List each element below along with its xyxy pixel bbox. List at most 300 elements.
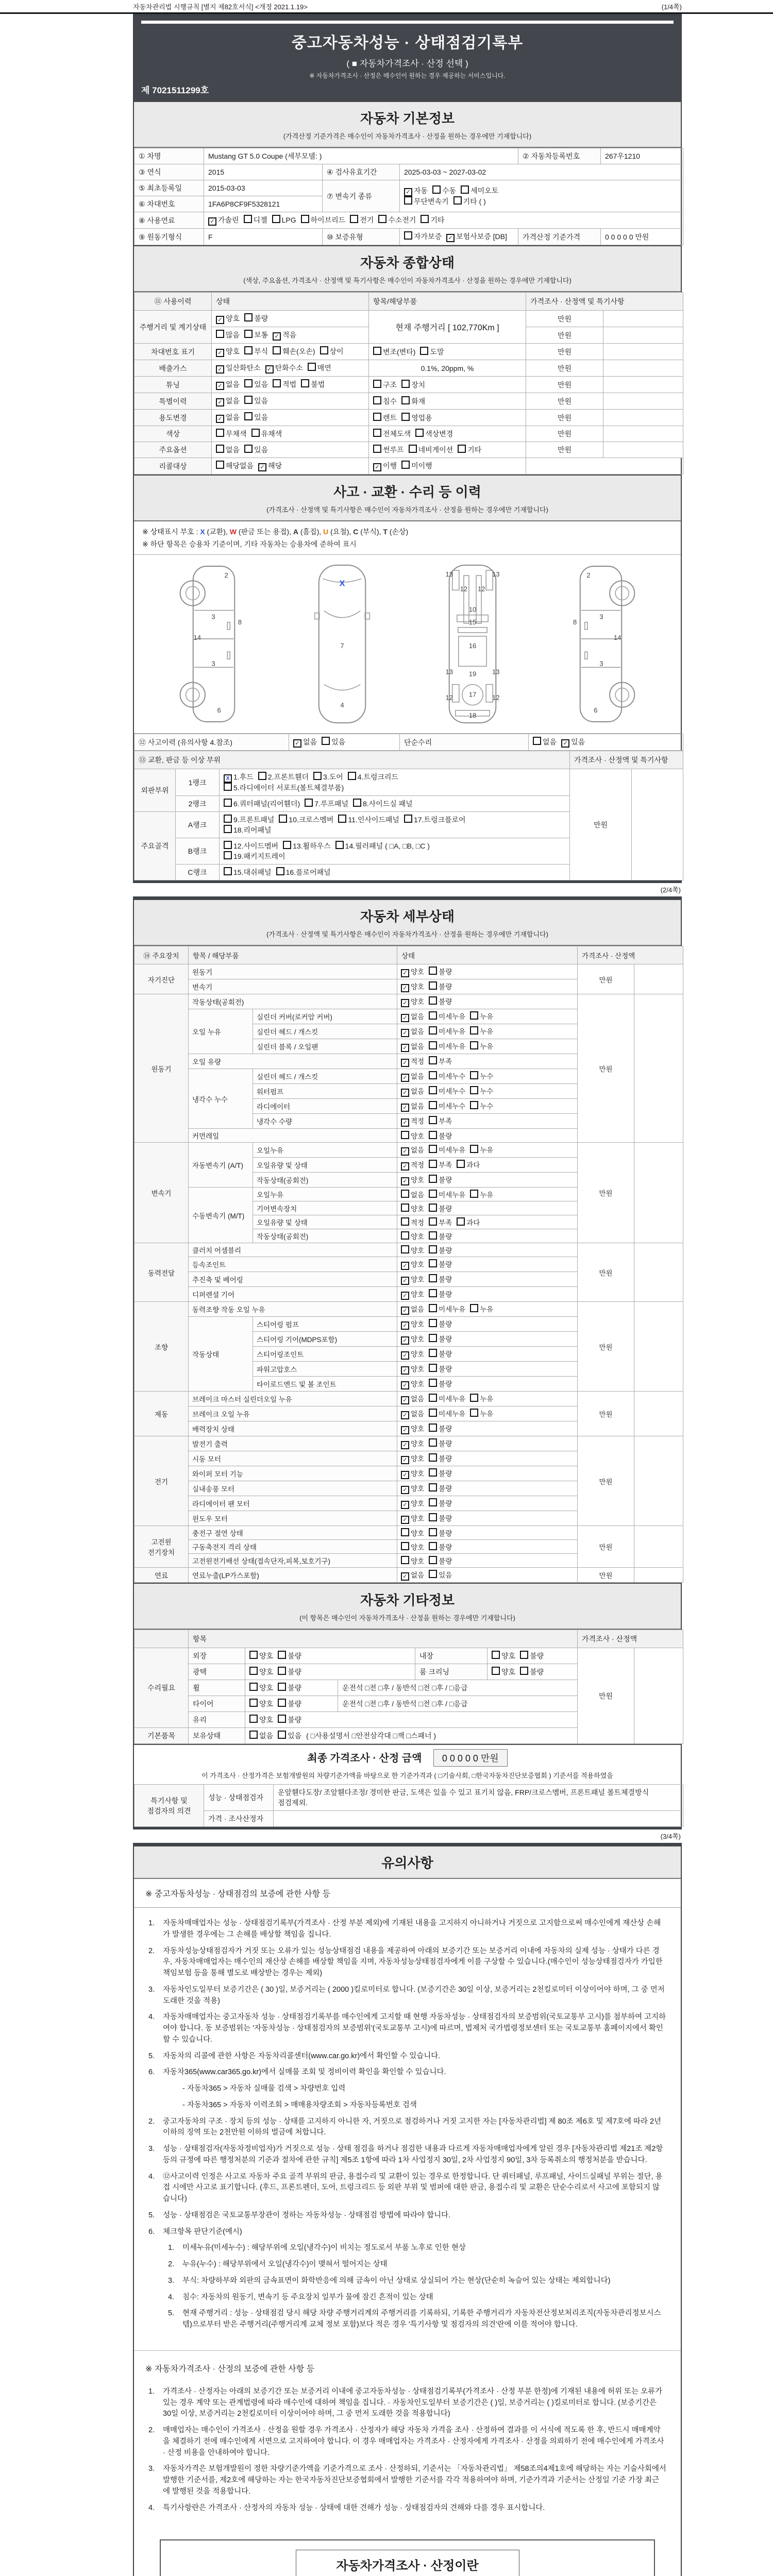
checkbox[interactable] — [492, 1652, 515, 1660]
checkbox-box — [429, 1483, 437, 1492]
checkbox-checked[interactable] — [401, 1028, 424, 1036]
table-row — [135, 1392, 683, 1406]
checkbox[interactable] — [457, 1219, 480, 1227]
checkbox[interactable] — [429, 1233, 452, 1241]
section-note: (가격조사 · 산정액 및 특기사항은 매수인이 자동차가격조사 · 산정을 원하는 경우에만 기재합니다) — [266, 930, 548, 938]
checkbox-label: 양호 — [259, 1684, 274, 1692]
checkbox-checked[interactable] — [216, 380, 240, 388]
checkbox-x-marked[interactable] — [224, 773, 254, 781]
row-label-cell — [189, 964, 397, 979]
checkbox[interactable] — [401, 1247, 424, 1255]
checkbox[interactable] — [350, 216, 374, 224]
checkbox[interactable] — [378, 216, 416, 224]
checkbox-box — [401, 1217, 409, 1226]
checkbox-box: ✓ — [401, 1014, 409, 1022]
checkbox-checked[interactable] — [401, 1146, 424, 1154]
checkbox-checked[interactable] — [401, 1261, 424, 1268]
diagram-zone-number: 14 — [193, 633, 201, 641]
row-label-cell — [253, 1084, 397, 1099]
table-cell — [603, 360, 683, 377]
caution-item-text: 자동차매매업자는 중고자동차 성능 · 상태점검기록부를 매수인에게 고지할 때 현행 자동차성능 · 상태점검자의 보증범위(국토교통부 고시)를 첨부하여 고지하여야 합니다. 동 보증범위는 '자동차성능 · 상태점검자의 보증범위'(국토교통부 고시)에 따르며, 법제처 국가법령정보센터 또는 국토교통부 홈페이지에서 확인할 수 있습니다. — [163, 2013, 666, 2044]
checkbox-label: 미이행 — [411, 462, 432, 470]
checkbox-box — [308, 363, 316, 371]
checkbox-box — [429, 1071, 437, 1079]
cell-text: 만원 — [557, 413, 572, 422]
cell-text: 디퍼렌셜 기어 — [192, 1291, 234, 1299]
checkbox-checked[interactable] — [273, 331, 296, 339]
checkbox[interactable] — [401, 1219, 424, 1227]
checkbox[interactable] — [278, 1732, 301, 1740]
checkbox[interactable] — [470, 1146, 493, 1154]
table-cell — [245, 1696, 338, 1712]
checkbox[interactable] — [520, 1668, 544, 1676]
table-cell — [634, 1648, 683, 1744]
checkbox[interactable] — [401, 1233, 424, 1241]
checkbox-label: 양호 — [411, 1380, 425, 1388]
caution-subheader-2: ※ 자동차가격조사 · 산정의 보증에 관한 사항 등 — [145, 2364, 315, 2374]
checkbox-checked[interactable] — [216, 413, 240, 421]
checkbox-checked[interactable] — [401, 1571, 424, 1579]
checkbox[interactable] — [305, 800, 348, 808]
checkbox[interactable] — [216, 331, 240, 339]
checkbox[interactable] — [429, 1530, 452, 1537]
checkbox[interactable] — [429, 1261, 452, 1268]
checkbox[interactable] — [429, 1544, 452, 1551]
checkbox[interactable] — [373, 348, 415, 356]
checkbox[interactable] — [216, 462, 254, 470]
checkbox-label: 양호 — [411, 1350, 425, 1358]
row-label-cell — [204, 1811, 274, 1827]
checkbox[interactable] — [429, 1146, 465, 1154]
status-symbol: A — [293, 528, 298, 536]
checkbox[interactable] — [401, 1557, 424, 1565]
cell-text: 추진축 및 베어링 — [192, 1276, 243, 1284]
checkbox[interactable] — [249, 1668, 273, 1676]
table-row — [135, 442, 683, 458]
checkbox[interactable] — [224, 842, 278, 850]
checkbox[interactable] — [404, 816, 466, 824]
checkbox[interactable] — [457, 1161, 480, 1169]
table-cell — [397, 1481, 578, 1496]
checkbox[interactable] — [420, 348, 444, 356]
checkbox-checked[interactable] — [401, 1500, 424, 1507]
section-title: 자동차 기타정보 — [360, 1592, 455, 1608]
checkbox-checked[interactable] — [401, 1291, 424, 1298]
checkbox-checked[interactable] — [401, 1176, 424, 1184]
checkbox[interactable] — [409, 446, 453, 454]
checkbox-box — [429, 1513, 437, 1521]
checkbox[interactable] — [373, 414, 397, 422]
checkbox[interactable] — [429, 1013, 465, 1021]
checkbox[interactable] — [276, 868, 331, 876]
checkbox[interactable] — [278, 1700, 301, 1708]
row-label-cell — [253, 1347, 397, 1362]
checkbox[interactable] — [429, 998, 452, 1006]
checkbox-checked[interactable] — [216, 314, 240, 323]
checkbox-checked[interactable] — [401, 1365, 424, 1373]
cell-text: 변속기 — [151, 1190, 172, 1197]
checkbox[interactable] — [429, 1410, 465, 1418]
cell-text: ⑤ 최초등록일 — [139, 184, 182, 192]
checkbox[interactable] — [429, 1306, 465, 1313]
cell-text: 작동상태(공회전) — [257, 1233, 309, 1241]
cell-text: 작동상태 — [192, 1351, 220, 1359]
caution-item-number: 1. — [168, 2244, 175, 2252]
checkbox[interactable] — [373, 381, 397, 389]
row-label-cell — [189, 1728, 245, 1744]
table-cell — [397, 1084, 578, 1099]
caution-item — [134, 2083, 681, 2095]
checkbox-checked[interactable] — [293, 738, 317, 746]
checkbox-box: ✓ — [216, 415, 224, 423]
checkbox[interactable] — [244, 331, 268, 339]
checkbox-box — [429, 1349, 437, 1357]
checkbox[interactable] — [470, 1410, 493, 1418]
row-label-cell — [253, 1377, 397, 1392]
checkbox-label: 하이브리드 — [310, 216, 346, 224]
checkbox[interactable] — [401, 462, 432, 470]
checkbox[interactable] — [401, 1191, 424, 1199]
checkbox[interactable] — [401, 1544, 424, 1551]
checkbox-checked[interactable] — [401, 1515, 424, 1522]
checkbox-label: 불량 — [288, 1652, 302, 1660]
checkbox[interactable] — [348, 773, 398, 781]
checkbox[interactable] — [338, 816, 399, 824]
caution-item-number: 6. — [148, 2068, 155, 2077]
checkbox-box — [492, 1651, 500, 1659]
checkbox[interactable] — [249, 1652, 273, 1660]
table-cell — [212, 458, 369, 474]
table-cell — [245, 1680, 338, 1696]
checkbox[interactable] — [429, 1380, 452, 1388]
checkbox[interactable] — [244, 347, 268, 355]
checkbox[interactable] — [470, 1103, 493, 1110]
checkbox[interactable] — [429, 1485, 452, 1493]
checkbox-checked[interactable] — [258, 462, 282, 470]
checkbox[interactable] — [429, 1058, 452, 1065]
checkbox-box — [273, 379, 281, 387]
checkbox[interactable] — [404, 232, 442, 241]
checkbox[interactable] — [401, 1132, 424, 1140]
checkbox[interactable] — [301, 380, 325, 388]
checkbox-label: 1.후드 — [233, 773, 254, 781]
checkbox[interactable] — [429, 1440, 452, 1448]
checkbox[interactable] — [492, 1668, 515, 1676]
page-marker-2: (2/4쪽) — [660, 886, 681, 894]
checkbox[interactable] — [244, 314, 268, 323]
checkbox[interactable] — [470, 1306, 493, 1313]
checkbox-checked[interactable] — [401, 1440, 424, 1448]
checkbox[interactable] — [373, 430, 411, 438]
checkbox[interactable] — [249, 1700, 273, 1708]
cell-text: 만원 — [599, 1190, 613, 1197]
checkbox-box — [458, 445, 466, 453]
cell-text: Mustang GT 5.0 Coupe (세부모델: ) — [208, 152, 322, 160]
checkbox-checked[interactable] — [401, 983, 424, 991]
checkbox[interactable] — [429, 1291, 452, 1298]
checkbox[interactable] — [278, 1652, 301, 1660]
checkbox-checked[interactable] — [401, 1013, 424, 1021]
checkbox[interactable] — [244, 397, 268, 405]
table-cell — [526, 377, 603, 393]
checkbox[interactable] — [224, 816, 274, 824]
checkbox-label: 무채색 — [226, 430, 247, 438]
checkbox-box — [272, 215, 280, 223]
table-row — [135, 393, 683, 410]
checkbox[interactable] — [520, 1652, 544, 1660]
checkbox[interactable] — [278, 1684, 301, 1692]
table-cell — [529, 734, 683, 751]
cell-text: 현재 주행거리 [ 102,770Km ] — [395, 324, 499, 332]
table-row — [135, 1785, 683, 1811]
checkbox[interactable] — [249, 1716, 273, 1724]
caution-item-text: 특기사항란은 가격조사 · 산정자의 자동차 성능 · 상태에 대한 견해가 성능 · 상태점검자의 견해와 다를 경우 표시합니다. — [163, 2503, 545, 2512]
checkbox-checked[interactable] — [401, 1043, 424, 1050]
checkbox-box: ✓ — [401, 1118, 409, 1127]
checkbox-checked[interactable] — [404, 187, 428, 195]
table-cell — [578, 1392, 634, 1436]
checkbox-box — [432, 185, 441, 194]
checkbox-label: 미세누유 — [439, 1146, 466, 1154]
table-cell — [397, 1201, 578, 1215]
checkbox-label: 색상변경 — [425, 430, 453, 438]
caution-item-text: 중고자동차의 구조 · 장치 등의 성능 · 상태를 고지하지 아니한 자, 거짓으로 점검하거나 거짓 고지한 자는 [자동차관리법] 제 80조 제6호 및 제7호에 따라 2년 이하의 징역 또는 2천만원 이하의 벌금에 처합니다. — [163, 2117, 662, 2137]
checkbox[interactable] — [278, 1668, 301, 1676]
row-label-cell — [189, 1421, 397, 1436]
checkbox[interactable] — [453, 197, 486, 206]
checkbox[interactable] — [224, 784, 344, 792]
checkbox[interactable] — [244, 380, 268, 388]
checkbox[interactable] — [272, 216, 296, 224]
checkbox[interactable] — [224, 868, 272, 876]
table-cell — [397, 1511, 578, 1526]
table-cell — [603, 344, 683, 360]
section-note: (이 항목은 매수인이 자동차가격조사 · 산정을 원하는 경우에만 기재합니다) — [299, 1614, 515, 1622]
caution-item-text: 자동차성능상태점검자가 거짓 또는 오류가 있는 성능상태점검 내용을 제공하여 아래의 보증기간 또는 보증거리 이내에 자동차의 실제 성능 · 상태가 다른 경우, 자동차매매업자는 매수인의 재산상 손해를 배상할 책임을 지며, 자동차성능상태점검자에게 이를 구상할 수 있습니다.(매수인이 성능상태점검자가 가입한 책임보험 등을 통해 별도로 배상받는 경우는 제외) — [163, 1946, 663, 1977]
checkbox[interactable] — [432, 187, 456, 195]
table-cell — [570, 751, 683, 769]
checkbox-checked[interactable] — [208, 216, 239, 224]
checkbox[interactable] — [458, 446, 481, 454]
caution-item-number: 2. — [148, 2117, 155, 2126]
checkbox-label: 미세누유 — [439, 1410, 466, 1418]
checkbox[interactable] — [224, 852, 285, 860]
checkbox[interactable] — [429, 1571, 452, 1579]
checkbox[interactable] — [470, 1028, 493, 1036]
checkbox-checked[interactable] — [401, 1320, 424, 1328]
checkbox[interactable] — [429, 1088, 465, 1095]
checkbox[interactable] — [470, 1043, 493, 1050]
checkbox[interactable] — [429, 1350, 452, 1358]
checkbox-checked[interactable] — [373, 462, 397, 470]
checkbox[interactable] — [224, 800, 300, 808]
checkbox-box: ✓ — [401, 1104, 409, 1112]
checkbox-checked[interactable] — [561, 738, 585, 746]
checkbox[interactable] — [373, 397, 397, 405]
status-symbol-desc: (손상) — [387, 528, 409, 536]
checkbox[interactable] — [249, 1732, 273, 1740]
checkbox[interactable] — [313, 773, 343, 781]
row-label-cell — [323, 164, 400, 180]
checkbox-box — [249, 1699, 258, 1707]
checkbox[interactable] — [429, 1028, 465, 1036]
checkbox[interactable] — [429, 1365, 452, 1373]
table-cell — [603, 327, 683, 344]
checkbox-checked[interactable] — [216, 347, 240, 355]
checkbox[interactable] — [401, 414, 432, 422]
checkbox-checked[interactable] — [401, 1161, 424, 1169]
checkbox[interactable] — [429, 968, 452, 976]
cell-text: 만원 — [557, 446, 572, 454]
checkbox-checked[interactable] — [401, 968, 424, 976]
checkbox-checked[interactable] — [401, 1410, 424, 1418]
checkbox[interactable] — [429, 1335, 452, 1343]
checkbox[interactable] — [273, 380, 296, 388]
checkbox-checked[interactable] — [401, 1395, 424, 1403]
checkbox[interactable] — [335, 842, 430, 850]
checkbox[interactable] — [301, 216, 346, 224]
checkbox-checked[interactable] — [401, 1103, 424, 1110]
checkbox-checked[interactable] — [401, 1058, 424, 1065]
checkbox[interactable] — [216, 446, 240, 454]
checkbox-box — [401, 1245, 409, 1253]
checkbox[interactable] — [470, 1073, 493, 1080]
checkbox[interactable] — [429, 1103, 465, 1110]
checkbox-label: 없음 — [226, 380, 240, 388]
checkbox[interactable] — [216, 430, 247, 438]
checkbox[interactable] — [251, 430, 282, 438]
checkbox-label: 없음 — [411, 1410, 425, 1418]
checkbox-checked[interactable] — [401, 1380, 424, 1388]
checkbox[interactable] — [461, 187, 498, 195]
checkbox[interactable] — [470, 1191, 493, 1199]
checkbox[interactable] — [429, 1247, 452, 1255]
row-label-cell — [135, 964, 189, 994]
checkbox-checked[interactable] — [401, 1306, 424, 1313]
checkbox-checked[interactable] — [216, 397, 240, 405]
checkbox[interactable] — [373, 446, 404, 454]
checkbox[interactable] — [470, 1013, 493, 1021]
checkbox-label: 있음 — [254, 413, 268, 421]
checkbox-label: 부족 — [439, 1161, 452, 1169]
checkbox-checked[interactable] — [401, 1425, 424, 1433]
checkbox[interactable] — [244, 446, 268, 454]
checkbox-checked[interactable] — [401, 1276, 424, 1283]
checkbox[interactable] — [429, 1425, 452, 1433]
checkbox[interactable] — [244, 413, 268, 421]
checkbox[interactable] — [320, 347, 344, 355]
cell-text: 배력장치 상태 — [192, 1426, 234, 1433]
checkbox[interactable] — [283, 842, 331, 850]
checkbox[interactable] — [273, 347, 315, 355]
checkbox[interactable] — [429, 1161, 452, 1169]
cell-text: 오일 유량 — [192, 1058, 221, 1066]
table-cell — [135, 751, 570, 769]
checkbox[interactable] — [249, 1684, 273, 1692]
checkbox[interactable] — [429, 1500, 452, 1507]
checkbox[interactable] — [470, 1088, 493, 1095]
checkbox[interactable] — [429, 1455, 452, 1463]
checkbox[interactable] — [224, 826, 272, 834]
checkbox-checked[interactable] — [401, 998, 424, 1006]
checkbox[interactable] — [322, 738, 345, 746]
table-cell — [212, 393, 369, 410]
checkbox-label: 12.사이드멤버 — [233, 842, 279, 850]
checkbox[interactable] — [278, 1716, 301, 1724]
checkbox[interactable] — [429, 1176, 452, 1184]
checkbox[interactable] — [415, 430, 453, 438]
checkbox[interactable] — [533, 738, 557, 746]
checkbox-checked[interactable] — [401, 1455, 424, 1463]
cell-text: 구동축전지 격리 상태 — [192, 1544, 257, 1551]
checkbox[interactable] — [429, 1276, 452, 1283]
checkbox[interactable] — [429, 1395, 465, 1403]
checkbox-checked[interactable] — [401, 1088, 424, 1095]
checkbox[interactable] — [421, 216, 444, 224]
checkbox-checked[interactable] — [401, 1470, 424, 1478]
checkbox[interactable] — [429, 1320, 452, 1328]
checkbox[interactable] — [429, 1515, 452, 1522]
checkbox-checked[interactable] — [216, 364, 261, 372]
checkbox[interactable] — [429, 1043, 465, 1050]
checkbox-checked[interactable] — [401, 1117, 424, 1125]
caution-item-text: 자동차매매업자는 성능 · 상태점검기록부(가격조사 · 산정 부분 제외)에 기재된 내용을 고지하지 아니하거나 거짓으로 고지함으로써 매수인에게 재산상 손해가 발생한 경우에는 그 손해를 배상할 책임을 집니다. — [163, 1919, 661, 1939]
checkbox[interactable] — [258, 773, 309, 781]
page-block-2 — [133, 896, 682, 1829]
checkbox-label: 양호 — [411, 1335, 425, 1343]
checkbox[interactable] — [429, 1073, 465, 1080]
checkbox-label: 침수 — [383, 397, 397, 405]
checkbox-label: 적법 — [282, 380, 297, 388]
checkbox[interactable] — [401, 397, 425, 405]
checkbox[interactable] — [470, 1395, 493, 1403]
checkbox[interactable] — [429, 1191, 465, 1199]
checkbox-checked[interactable] — [401, 1073, 424, 1080]
checkbox[interactable] — [401, 381, 425, 389]
checkbox[interactable] — [244, 216, 267, 224]
checkbox-checked[interactable] — [446, 232, 507, 241]
table-cell — [397, 1054, 578, 1069]
checkbox[interactable] — [401, 1205, 424, 1213]
checkbox[interactable] — [429, 1219, 452, 1227]
checkbox-checked[interactable] — [401, 1485, 424, 1493]
checkbox-label: 썬루프 — [383, 446, 404, 454]
checkbox[interactable] — [404, 197, 449, 206]
checkbox[interactable] — [429, 1557, 452, 1565]
checkbox-box — [461, 185, 469, 194]
checkbox[interactable] — [308, 364, 331, 372]
checkbox[interactable] — [401, 1530, 424, 1537]
checkbox[interactable] — [279, 816, 333, 824]
section-note: (가격산정 기준가격은 매수인이 자동차가격조사 · 산정을 원하는 경우에만 기재합니다) — [283, 132, 532, 140]
checkbox-checked[interactable] — [401, 1350, 424, 1358]
checkbox-label: 부족 — [439, 1117, 452, 1125]
checkbox[interactable] — [429, 1132, 452, 1140]
cell-text: 제동 — [154, 1411, 169, 1418]
row-label-cell — [135, 1648, 189, 1728]
checkbox[interactable] — [429, 1470, 452, 1478]
cell-text: 특기사항 및 점검자의 의견 — [147, 1796, 191, 1815]
checkbox-label: 훼손(오손) — [282, 347, 315, 355]
status-symbol-desc: (흠집), — [298, 528, 324, 536]
table-cell — [274, 1811, 683, 1827]
checkbox[interactable] — [429, 983, 452, 991]
checkbox[interactable] — [353, 800, 413, 808]
checkbox[interactable] — [429, 1205, 452, 1213]
checkbox[interactable] — [429, 1117, 452, 1125]
checkbox-checked[interactable] — [401, 1335, 424, 1343]
checkbox-checked[interactable] — [265, 364, 303, 372]
